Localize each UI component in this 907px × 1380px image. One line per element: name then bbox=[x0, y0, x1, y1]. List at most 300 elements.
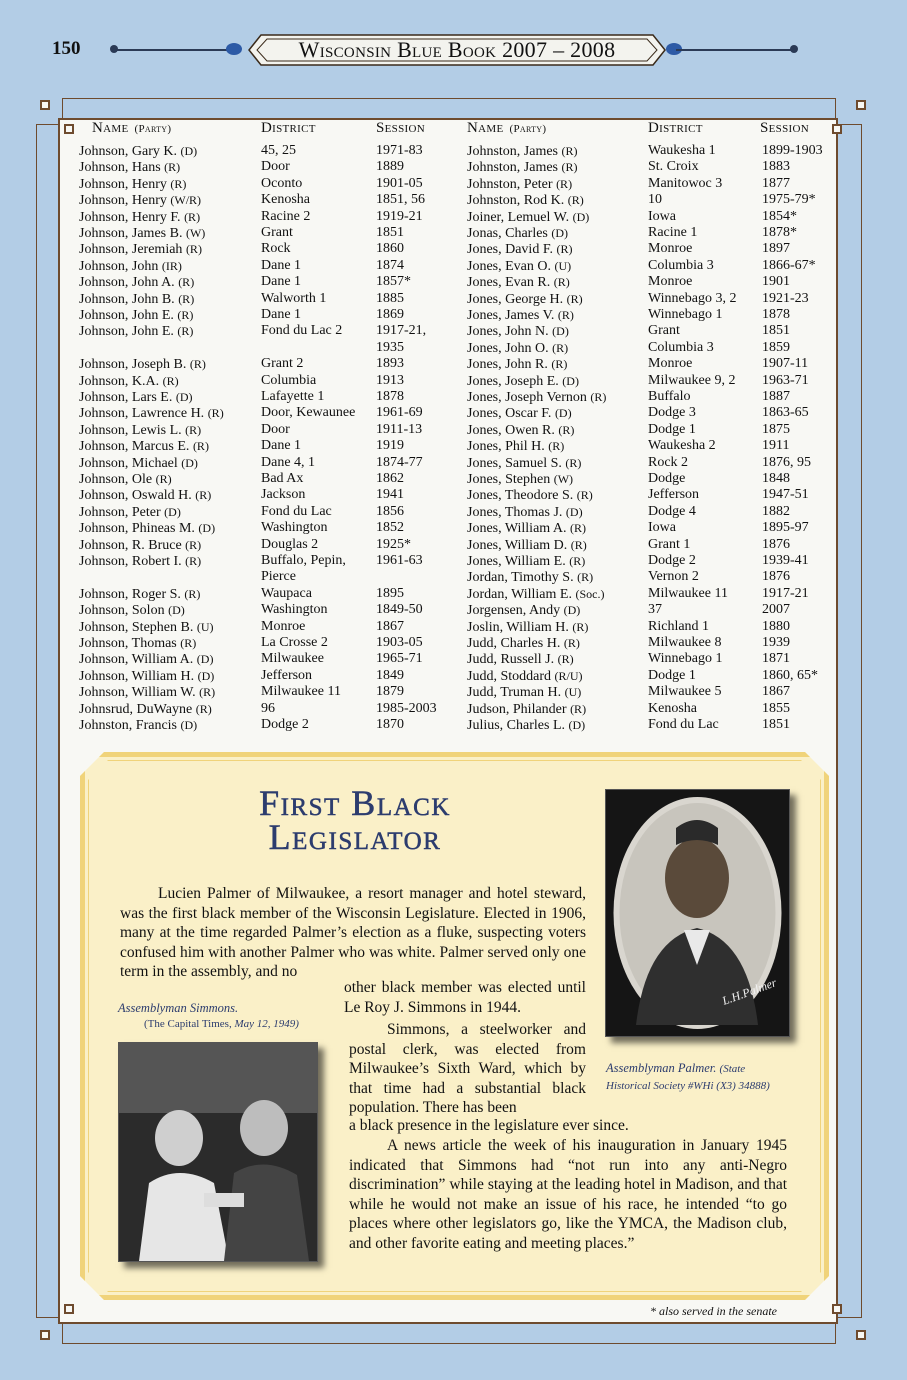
left-name-cell bbox=[79, 537, 201, 554]
cell-text: Johnson, Phineas M. bbox=[79, 521, 195, 537]
left-session-cell bbox=[376, 668, 404, 684]
cell-text: Johnson, Stephen B. bbox=[79, 619, 194, 635]
left-session-cell bbox=[376, 537, 411, 553]
right-name-cell bbox=[467, 569, 593, 586]
cell-text: Dodge 2 bbox=[261, 717, 309, 732]
palmer-photo-image bbox=[606, 790, 789, 1036]
cell-text: 10 bbox=[648, 192, 662, 208]
cell-text: Johnson, John E. bbox=[79, 324, 174, 340]
cell-text: Johnston, Peter bbox=[467, 176, 553, 192]
right-district-cell bbox=[648, 340, 714, 356]
left-session-cell bbox=[376, 323, 426, 339]
party-text: (IR) bbox=[161, 258, 182, 273]
right-district-cell bbox=[648, 209, 676, 225]
right-name-cell bbox=[467, 209, 589, 226]
cell-text: Jones, Stephen bbox=[467, 472, 551, 487]
cell-text: 1939 bbox=[762, 635, 790, 650]
cell-text: 2007 bbox=[762, 602, 790, 618]
header-rule-left-ornament bbox=[226, 43, 242, 55]
cell-text: 1901-05 bbox=[376, 175, 423, 191]
cell-text: Johnson, Peter bbox=[79, 504, 161, 520]
frame-corner-br-outer bbox=[856, 1330, 866, 1340]
left-name-cell bbox=[79, 241, 202, 258]
frame-corner-tl-outer bbox=[40, 100, 50, 110]
paragraph-palmer-tail-text: other black member was elected until Le Roy J. Simmons in 1944. bbox=[344, 979, 586, 1016]
left-name-cell bbox=[79, 619, 214, 636]
cell-text: 1887 bbox=[762, 389, 790, 404]
right-district-cell bbox=[648, 225, 697, 241]
right-session-cell bbox=[762, 635, 790, 651]
right-district-cell bbox=[648, 504, 696, 520]
cell-text: Johnson, Lewis L. bbox=[79, 422, 182, 438]
cell-text: 1876, 95 bbox=[762, 454, 811, 470]
cell-text: Julius, Charles L. bbox=[467, 718, 565, 733]
cell-text: Dodge 4 bbox=[648, 503, 696, 519]
left-district-cell bbox=[261, 389, 324, 405]
cell-text: 1877 bbox=[762, 175, 790, 191]
left-session-cell bbox=[376, 619, 404, 635]
party-text: (R) bbox=[548, 439, 565, 454]
cell-text: Walworth 1 bbox=[261, 290, 327, 306]
cell-text: 1897 bbox=[762, 241, 790, 257]
left-district-cell bbox=[261, 143, 296, 159]
right-session-cell bbox=[762, 307, 790, 323]
left-name-cell bbox=[79, 323, 193, 340]
party-text: (D) bbox=[180, 718, 198, 732]
party-text: (R) bbox=[189, 357, 206, 372]
right-district-cell bbox=[648, 602, 662, 618]
right-district-cell bbox=[648, 668, 696, 684]
cell-text: 1857* bbox=[376, 274, 411, 290]
cell-text: Iowa bbox=[648, 208, 676, 224]
party-text: (R) bbox=[185, 554, 202, 568]
left-name-cell bbox=[79, 225, 205, 242]
right-session-cell bbox=[762, 569, 790, 585]
left-session-cell bbox=[376, 340, 404, 356]
cell-text: Johnson, Henry bbox=[79, 193, 167, 209]
left-session-cell bbox=[376, 405, 423, 421]
cell-text: 1862 bbox=[376, 471, 404, 486]
right-session-cell bbox=[762, 225, 797, 241]
party-text: (D) bbox=[552, 324, 569, 339]
left-name-cell bbox=[79, 405, 224, 422]
right-name-cell bbox=[467, 701, 586, 718]
left-session-cell bbox=[376, 701, 437, 717]
cell-text: 1876 bbox=[762, 569, 790, 585]
party-text: (U) bbox=[196, 619, 214, 634]
cell-text: Kenosha bbox=[648, 700, 697, 716]
header-name-right bbox=[467, 120, 546, 137]
cell-text: 1921-23 bbox=[762, 290, 809, 306]
right-district-cell bbox=[648, 455, 688, 471]
cell-text: Columbia 3 bbox=[648, 339, 714, 355]
cell-text: 1874 bbox=[376, 257, 404, 273]
cell-text: Fond du Lac bbox=[261, 503, 332, 519]
cell-text: Iowa bbox=[648, 520, 676, 536]
left-name-cell bbox=[79, 520, 215, 537]
left-session-cell bbox=[376, 176, 423, 192]
header-name-label: Name bbox=[467, 120, 504, 136]
cell-text: Milwaukee 11 bbox=[261, 684, 341, 700]
cell-text: 1870 bbox=[376, 717, 404, 732]
left-name-cell bbox=[79, 471, 172, 488]
cell-text: 1848 bbox=[762, 471, 790, 486]
left-session-cell bbox=[376, 274, 411, 290]
right-district-cell bbox=[648, 619, 709, 635]
cell-text: Fond du Lac bbox=[648, 717, 719, 732]
header-party-label: (Party) bbox=[134, 123, 172, 135]
cell-text: 1935 bbox=[376, 339, 404, 355]
left-session-cell bbox=[376, 602, 423, 618]
cell-text: Milwaukee bbox=[261, 651, 324, 667]
right-district-cell bbox=[648, 241, 692, 257]
right-district-cell bbox=[648, 438, 716, 454]
paragraph-palmer-text: Lucien Palmer of Milwaukee, a resort manager and hotel steward, was the first black member of the Wisconsin Legislature. Elected in 1906, many at the time regarded Palmer’s election as a fluke, suspecting voters confused him with another Palmer who was white. Palmer served only one term in the assembly, and no bbox=[120, 885, 586, 980]
cell-text: 1852 bbox=[376, 520, 404, 536]
cell-text: Jones, Theodore S. bbox=[467, 488, 574, 504]
cell-text: 1901 bbox=[762, 274, 790, 290]
cell-text: Pierce bbox=[261, 569, 296, 585]
right-name-cell bbox=[467, 635, 580, 652]
palmer-photo bbox=[605, 789, 790, 1037]
cell-text: 1876 bbox=[762, 536, 790, 552]
left-district-cell bbox=[261, 176, 302, 192]
left-name-cell bbox=[79, 651, 213, 668]
right-session-cell bbox=[762, 684, 790, 700]
cell-text: Dane 1 bbox=[261, 274, 302, 290]
frame-corner-br bbox=[832, 1304, 842, 1314]
cell-text: 1917-21, bbox=[376, 323, 427, 339]
left-district-cell bbox=[261, 307, 301, 323]
right-name-cell bbox=[467, 389, 606, 406]
right-name-cell bbox=[467, 143, 578, 160]
right-name-cell bbox=[467, 323, 569, 340]
simmons-source-date: May 12, 1949) bbox=[234, 1018, 299, 1030]
cell-text: Jones, David F. bbox=[467, 242, 553, 258]
left-name-cell bbox=[79, 192, 201, 209]
cell-text: Johnson, John bbox=[79, 258, 159, 274]
book-title: Wisconsin Blue Book 2007 – 2008 bbox=[298, 37, 616, 62]
cell-text: 1919 bbox=[376, 438, 404, 454]
right-name-cell bbox=[467, 422, 574, 439]
sidebar-title bbox=[190, 783, 520, 857]
right-district-cell bbox=[648, 389, 691, 405]
right-district-cell bbox=[648, 537, 690, 553]
left-district-cell bbox=[261, 258, 301, 274]
left-district-cell bbox=[261, 405, 355, 421]
cell-text: 1899-1903 bbox=[762, 143, 823, 158]
party-text: (D) bbox=[180, 144, 198, 158]
cell-text: Johnson, Joseph B. bbox=[79, 357, 187, 373]
party-text: (D) bbox=[554, 406, 572, 421]
cell-text: Jones, Evan O. bbox=[467, 258, 551, 274]
party-text: (R) bbox=[207, 406, 224, 421]
left-name-cell bbox=[79, 504, 181, 521]
left-session-cell bbox=[376, 389, 404, 405]
cell-text: 45, 25 bbox=[261, 143, 296, 158]
cell-text: Buffalo bbox=[648, 389, 691, 404]
cell-text: Jones, John N. bbox=[467, 324, 549, 340]
cell-text: Johnson, K.A. bbox=[79, 373, 160, 389]
cell-text: Johnson, Solon bbox=[79, 603, 165, 619]
left-name-cell bbox=[79, 307, 193, 324]
simmons-caption-title: Assemblyman Simmons. bbox=[118, 1001, 239, 1015]
party-text: (R) bbox=[185, 242, 202, 257]
right-session-cell bbox=[762, 389, 790, 405]
cell-text: Grant 2 bbox=[261, 356, 304, 372]
right-session-cell bbox=[762, 553, 809, 569]
party-text: (R) bbox=[162, 373, 179, 388]
left-district-cell bbox=[261, 373, 316, 389]
party-text: (R) bbox=[558, 422, 575, 437]
cell-text: Judd, Truman H. bbox=[467, 685, 562, 701]
cell-text: Jones, Samuel S. bbox=[467, 455, 562, 471]
cell-text: Rock bbox=[261, 241, 291, 257]
left-name-cell bbox=[79, 602, 185, 619]
cell-text: Milwaukee 8 bbox=[648, 635, 722, 650]
cell-text: Jones, Oscar F. bbox=[467, 406, 552, 422]
right-district-cell bbox=[648, 356, 692, 372]
left-district-cell bbox=[261, 635, 328, 651]
cell-text: 1851 bbox=[376, 225, 404, 240]
cell-text: 1851, 56 bbox=[376, 192, 425, 208]
cell-text: Jackson bbox=[261, 487, 306, 503]
cell-text: Winnebago 3, 2 bbox=[648, 290, 737, 306]
party-text: (R) bbox=[563, 636, 580, 650]
cell-text: Monroe bbox=[261, 618, 306, 634]
left-district-cell bbox=[261, 619, 305, 635]
left-name-cell bbox=[79, 553, 201, 570]
cell-text: Vernon 2 bbox=[648, 569, 699, 585]
left-session-cell bbox=[376, 192, 425, 208]
left-name-cell bbox=[79, 143, 197, 160]
frame-corner-bl bbox=[64, 1304, 74, 1314]
header-session-left: Session bbox=[376, 120, 425, 136]
cell-text: 1874-77 bbox=[376, 454, 423, 470]
cell-text: 1903-05 bbox=[376, 635, 423, 650]
right-district-cell bbox=[648, 307, 722, 323]
cell-text: Dodge 1 bbox=[648, 421, 696, 437]
cell-text: Jordan, Timothy S. bbox=[467, 570, 574, 586]
cell-text: 1867 bbox=[762, 684, 790, 700]
party-text: (D) bbox=[168, 603, 185, 618]
cell-text: Johnston, James bbox=[467, 144, 558, 159]
party-text: (R) bbox=[177, 308, 194, 322]
simmons-photo bbox=[118, 1042, 318, 1262]
left-district-cell bbox=[261, 323, 342, 339]
party-text: (D) bbox=[198, 521, 216, 536]
party-text: (R/U) bbox=[554, 668, 583, 683]
cell-text: 1882 bbox=[762, 503, 790, 519]
cell-text: Racine 2 bbox=[261, 208, 311, 224]
cell-text: Door, Kewaunee bbox=[261, 405, 356, 421]
cell-text: Grant bbox=[261, 225, 293, 240]
cell-text: Jones, James V. bbox=[467, 308, 555, 323]
cell-text: Johnson, Robert I. bbox=[79, 554, 182, 569]
party-text: (R) bbox=[164, 160, 181, 175]
header-rule-right bbox=[676, 49, 792, 51]
cell-text: Buffalo, Pepin, bbox=[261, 553, 346, 568]
cell-text: Waukesha 2 bbox=[648, 438, 716, 454]
cell-text: 1880 bbox=[762, 618, 790, 634]
right-district-cell bbox=[648, 717, 719, 733]
cell-text: Jones, Joseph E. bbox=[467, 373, 559, 389]
right-name-cell bbox=[467, 438, 564, 455]
left-session-cell bbox=[376, 487, 404, 503]
party-text: (R) bbox=[184, 586, 201, 601]
right-session-cell bbox=[762, 586, 809, 602]
left-session-cell bbox=[376, 635, 423, 651]
cell-text: Jones, Phil H. bbox=[467, 439, 545, 455]
right-district-cell bbox=[648, 176, 722, 192]
right-name-cell bbox=[467, 684, 581, 701]
left-name-cell bbox=[79, 274, 194, 291]
party-text: (R) bbox=[569, 554, 586, 568]
left-name-cell bbox=[79, 586, 200, 603]
cell-text: 1849 bbox=[376, 667, 404, 683]
right-session-cell bbox=[762, 668, 818, 684]
right-session-cell bbox=[762, 274, 790, 290]
cell-text: Johnson, Lawrence H. bbox=[79, 406, 205, 422]
party-text: (R) bbox=[170, 176, 187, 191]
right-session-cell bbox=[762, 471, 790, 487]
right-district-cell bbox=[648, 323, 680, 339]
right-session-cell bbox=[762, 192, 816, 208]
cell-text: 1961-69 bbox=[376, 405, 423, 421]
cell-text: Johnson, Lars E. bbox=[79, 390, 173, 405]
cell-text: Dodge 3 bbox=[648, 405, 696, 421]
cell-text: 1856 bbox=[376, 503, 404, 519]
party-text: (D) bbox=[175, 390, 193, 404]
left-district-cell bbox=[261, 586, 312, 602]
left-name-cell bbox=[79, 455, 198, 472]
right-district-cell bbox=[648, 520, 676, 536]
right-name-cell bbox=[467, 356, 567, 373]
left-session-cell bbox=[376, 651, 423, 667]
right-session-cell bbox=[762, 340, 790, 356]
right-name-cell bbox=[467, 651, 574, 668]
left-district-cell bbox=[261, 209, 310, 225]
cell-text: Johnson, Jeremiah bbox=[79, 242, 183, 258]
left-district-cell bbox=[261, 159, 290, 175]
left-district-cell bbox=[261, 422, 290, 438]
cell-text: 1895-97 bbox=[762, 520, 809, 536]
cell-text: Dane 4, 1 bbox=[261, 454, 316, 470]
cell-text: Dane 1 bbox=[261, 438, 302, 454]
right-session-cell bbox=[762, 504, 790, 520]
cell-text: Door bbox=[261, 421, 290, 437]
right-district-cell bbox=[648, 487, 699, 503]
header-session-right: Session bbox=[760, 120, 809, 136]
party-text: (R) bbox=[565, 455, 582, 470]
cell-text: Columbia 3 bbox=[648, 257, 714, 273]
cell-text: Jones, William D. bbox=[467, 537, 568, 553]
cell-text: Rock 2 bbox=[648, 454, 689, 470]
left-name-cell bbox=[79, 487, 211, 504]
cell-text: Manitowoc 3 bbox=[648, 175, 723, 191]
cell-text: Milwaukee 11 bbox=[648, 585, 728, 601]
party-text: (D) bbox=[568, 718, 586, 732]
cell-text: Washington bbox=[261, 602, 328, 618]
simmons-photo-image bbox=[119, 1043, 317, 1261]
frame-corner-tl bbox=[64, 124, 74, 134]
right-district-cell bbox=[648, 684, 721, 700]
cell-text: Grant bbox=[648, 323, 680, 339]
cell-text: Monroe bbox=[648, 274, 693, 290]
cell-text: Columbia bbox=[261, 372, 317, 388]
paragraph-simmons-tail bbox=[349, 1116, 819, 1136]
party-text: (D) bbox=[551, 226, 569, 240]
frame-corner-tr bbox=[832, 124, 842, 134]
cell-text: Johnson, William A. bbox=[79, 652, 194, 668]
left-name-cell bbox=[79, 717, 197, 734]
right-district-cell bbox=[648, 422, 696, 438]
right-session-cell bbox=[762, 176, 790, 192]
cell-text: 1907-11 bbox=[762, 356, 809, 372]
right-name-cell bbox=[467, 241, 573, 258]
left-district-cell bbox=[261, 455, 315, 471]
cell-text: Dodge 2 bbox=[648, 553, 696, 568]
right-session-cell bbox=[762, 241, 790, 257]
cell-text: 1941 bbox=[376, 487, 404, 503]
left-district-cell bbox=[261, 225, 293, 241]
party-text: (R) bbox=[570, 537, 587, 552]
party-text: (R) bbox=[155, 472, 172, 486]
paragraph-simmons-tail-text: a black presence in the legislature ever since. bbox=[349, 1117, 629, 1134]
cell-text: 1911-13 bbox=[376, 421, 423, 437]
cell-text: Jones, John O. bbox=[467, 340, 549, 356]
cell-text: Johnson, Gary K. bbox=[79, 144, 177, 159]
cell-text: Johnson, Henry bbox=[79, 176, 167, 192]
right-name-cell bbox=[467, 668, 583, 685]
cell-text: 1867 bbox=[376, 618, 404, 634]
party-text: (R) bbox=[185, 422, 202, 437]
left-session-cell bbox=[376, 241, 404, 257]
cell-text: 96 bbox=[261, 700, 275, 716]
right-name-cell bbox=[467, 274, 570, 291]
cell-text: 1963-71 bbox=[762, 372, 809, 388]
left-session-cell bbox=[376, 159, 404, 175]
cell-text: Johnson, Thomas bbox=[79, 636, 177, 651]
cell-text: Milwaukee 5 bbox=[648, 684, 722, 700]
header-rule-right-end bbox=[790, 45, 798, 53]
header-district-right: District bbox=[648, 120, 703, 136]
cell-text: Johnston, Rod K. bbox=[467, 193, 565, 209]
frame-corner-bl-outer bbox=[40, 1330, 50, 1340]
frame-corner-tr-outer bbox=[856, 100, 866, 110]
left-name-cell bbox=[79, 684, 215, 701]
left-session-cell bbox=[376, 291, 404, 307]
palmer-caption-title: Assemblyman Palmer. bbox=[606, 1061, 717, 1075]
party-text: (D) bbox=[197, 668, 215, 683]
left-district-cell bbox=[261, 537, 318, 553]
cell-text: Jorgensen, Andy bbox=[467, 603, 561, 619]
left-session-cell bbox=[376, 307, 404, 323]
cell-text: 1913 bbox=[376, 372, 404, 388]
right-district-cell bbox=[648, 291, 736, 307]
right-district-cell bbox=[648, 701, 697, 717]
header-name-label: Name bbox=[92, 120, 129, 136]
cell-text: 1871 bbox=[762, 651, 790, 667]
cell-text: Dane 1 bbox=[261, 307, 302, 322]
right-name-cell bbox=[467, 405, 572, 422]
cell-text: Johnson, Marcus E. bbox=[79, 439, 190, 455]
party-text: (R) bbox=[551, 357, 568, 372]
cell-text: 1939-41 bbox=[762, 553, 809, 568]
right-session-cell bbox=[762, 438, 789, 454]
cell-text: Racine 1 bbox=[648, 225, 698, 240]
cell-text: 1889 bbox=[376, 159, 404, 175]
